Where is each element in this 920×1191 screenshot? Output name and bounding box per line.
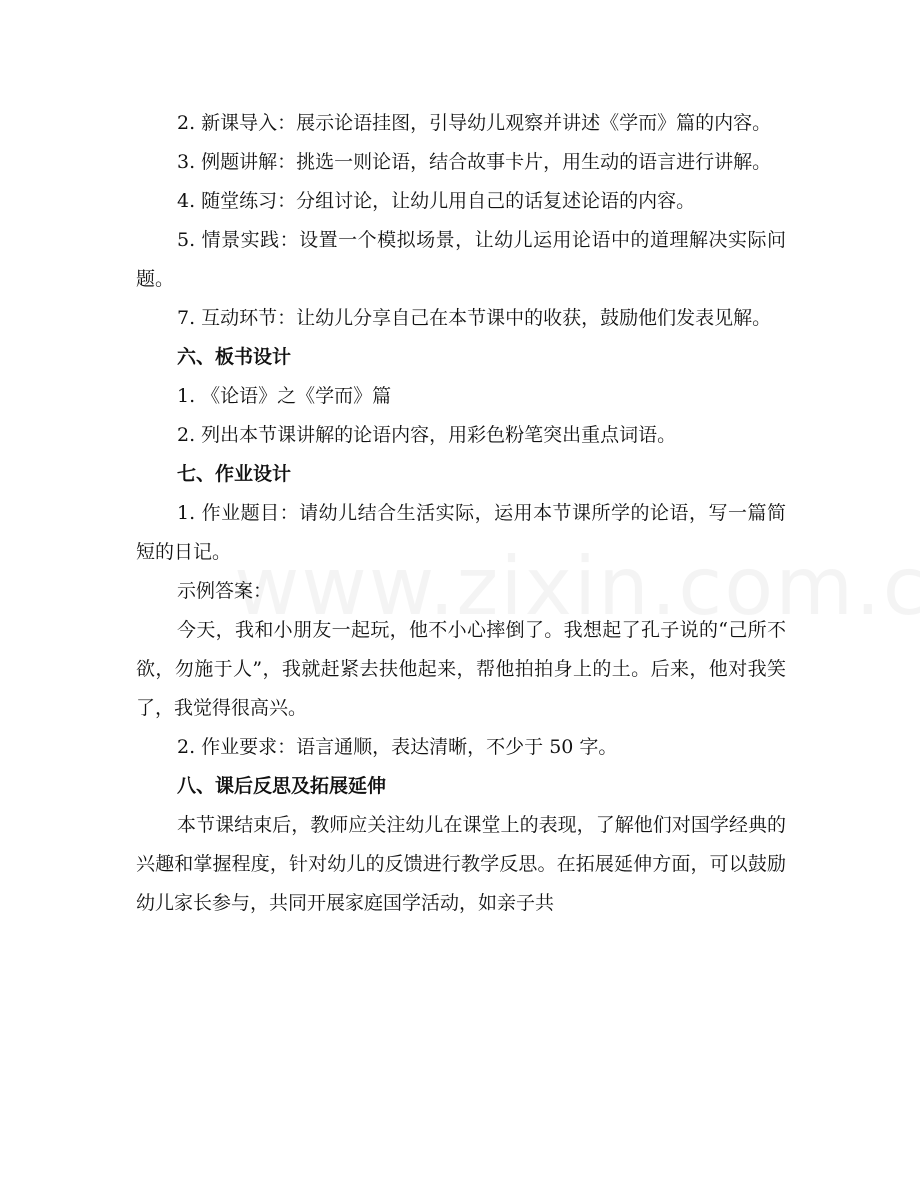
paragraph-class-practice: 4. 随堂练习：分组讨论，让幼儿用自己的话复述论语的内容。 [177, 190, 696, 212]
document-page [136, 104, 786, 923]
paragraph-new-lesson-intro: 2. 新课导入：展示论语挂图，引导幼儿观察并讲述《学而》篇的内容。 [177, 112, 772, 134]
paragraph-homework-topic: 1. 作业题目：请幼儿结合生活实际，运用本节课所学的论语，写一篇简短的日记。 [136, 502, 786, 563]
paragraph-reflection: 本节课结束后，教师应关注幼儿在课堂上的表现，了解他们对国学经典的兴趣和掌握程度，针对幼儿的反馈进行教学反思。在拓展延伸方面，可以鼓励幼儿家长参与，共同开展家庭国学活动，如亲子共 [136, 814, 786, 914]
paragraph-board-item-1: 1. 《论语》之《学而》篇 [177, 385, 392, 407]
paragraph-example-explanation: 3. 例题讲解：挑选一则论语，结合故事卡片，用生动的语言进行讲解。 [177, 151, 772, 173]
paragraph-sample-answer-label: 示例答案： [177, 580, 273, 602]
section-heading-board-design: 六、板书设计 [177, 346, 292, 368]
section-heading-homework-design: 七、作业设计 [177, 463, 292, 485]
paragraph-board-item-2: 2. 列出本节课讲解的论语内容，用彩色粉笔突出重点词语。 [177, 424, 677, 446]
paragraph-scenario-practice: 5. 情景实践：设置一个模拟场景，让幼儿运用论语中的道理解决实际问题。 [136, 229, 786, 290]
paragraph-sample-answer: 今天，我和小朋友一起玩，他不小心摔倒了。我想起了孔子说的“己所不欲，勿施于人”，我就赶紧去扶他起来，帮他拍拍身上的土。后来，他对我笑了，我觉得很高兴。 [136, 619, 786, 719]
paragraph-interaction: 7. 互动环节：让幼儿分享自己在本节课中的收获，鼓励他们发表见解。 [177, 307, 772, 329]
section-heading-reflection: 八、课后反思及拓展延伸 [177, 775, 387, 797]
paragraph-homework-requirements: 2. 作业要求：语言通顺，表达清晰，不少于 50 字。 [177, 736, 618, 758]
